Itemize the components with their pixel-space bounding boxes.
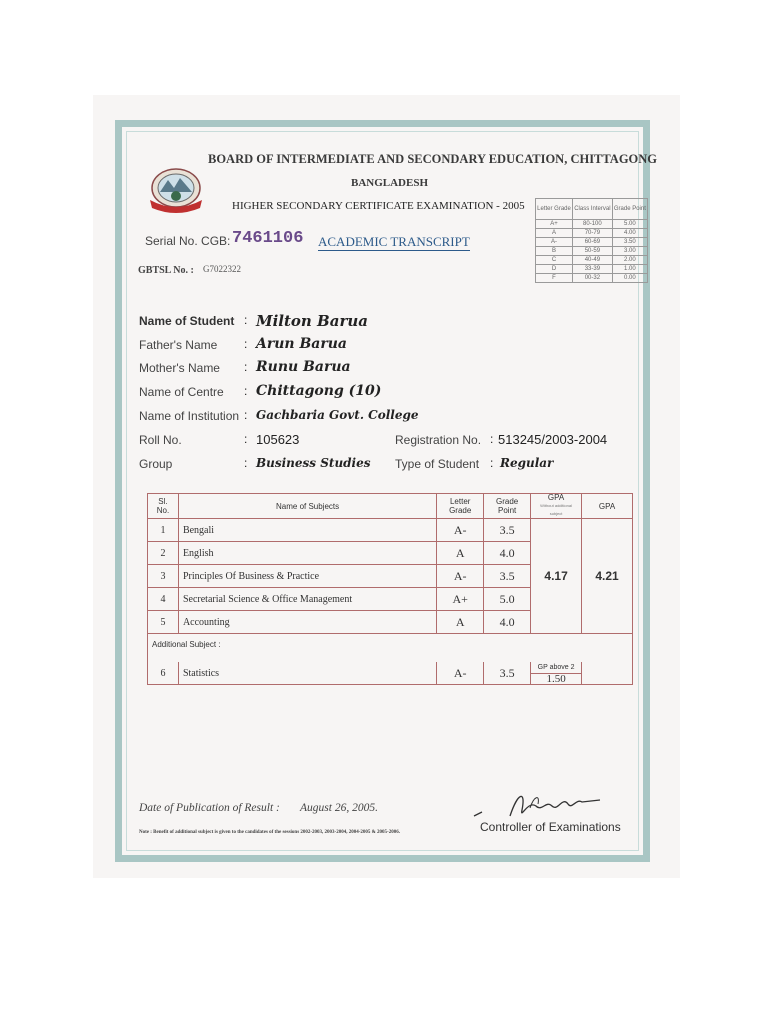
subject-letter-grade: A (437, 542, 484, 565)
subject-name: English (178, 542, 436, 565)
gp-above-label: GP above 2 (531, 663, 581, 674)
results-table (147, 493, 633, 685)
board-title: BOARD OF INTERMEDIATE AND SECONDARY EDUCATION, CHITTAGONG (208, 152, 658, 166)
additional-letter-grade: A- (437, 662, 484, 685)
subject-grade-point: 4.0 (484, 611, 531, 634)
gbtsl-label: GBTSL No. : (138, 265, 194, 276)
subject-grade-point: 4.0 (484, 542, 531, 565)
gbtsl-value: G7022322 (203, 264, 241, 274)
grade-scale-row (536, 274, 648, 283)
centre-label: Name of Centre (139, 385, 224, 399)
grade-scale-cell: 2.00 (612, 256, 647, 265)
grade-scale-row (536, 256, 648, 265)
subject-row (148, 519, 633, 542)
grade-scale-cell: A+ (536, 220, 573, 229)
grade-scale-cell: 3.50 (612, 238, 647, 247)
grade-scale-row (536, 220, 648, 229)
subject-sl: 2 (148, 542, 179, 565)
grade-scale-row (536, 265, 648, 274)
grade-scale-cell: 80-100 (572, 220, 612, 229)
subject-letter-grade: A (437, 611, 484, 634)
header-gpa-total: GPA (582, 494, 633, 519)
grade-scale-cell: 0.00 (612, 274, 647, 283)
roll-number: 105623 (256, 432, 300, 447)
roll-label: Roll No. (139, 433, 182, 447)
student-name-label: Name of Student (139, 314, 235, 328)
institution-name: Gachbaria Govt. College (256, 408, 419, 422)
gpa-without-additional: 4.17 (531, 519, 582, 634)
father-name-label: Father's Name (139, 338, 218, 352)
grade-scale-cell: 70-79 (572, 229, 612, 238)
subject-letter-grade: A- (437, 565, 484, 588)
grade-scale-cell: D (536, 265, 573, 274)
grade-scale-row (536, 247, 648, 256)
grade-scale-cell: 1.00 (612, 265, 647, 274)
grade-scale-cell: 50-59 (572, 247, 612, 256)
mother-name-label: Mother's Name (139, 361, 220, 375)
subject-sl: 3 (148, 565, 179, 588)
group-name: Business Studies (256, 456, 371, 470)
grade-scale-cell: A (536, 229, 573, 238)
grade-scale-cell: C (536, 256, 573, 265)
grade-scale-table (535, 198, 648, 283)
board-logo-icon (146, 166, 206, 216)
subject-name: Bengali (178, 519, 436, 542)
additional-subject: Statistics (178, 662, 436, 685)
grade-scale-cell: 33-39 (572, 265, 612, 274)
subject-name: Principles Of Business & Practice (178, 565, 436, 588)
mother-name: Runu Barua (256, 359, 351, 375)
grade-scale-header: Grade Point (612, 199, 647, 220)
student-name: Milton Barua (256, 312, 368, 330)
subject-grade-point: 3.5 (484, 565, 531, 588)
subject-sl: 5 (148, 611, 179, 634)
student-type: Regular (500, 456, 554, 470)
publication-date: August 26, 2005. (300, 802, 378, 814)
grade-scale-row (536, 229, 648, 238)
header-grade-point: Grade Point (484, 494, 531, 519)
additional-subject-label: Additional Subject : (148, 634, 633, 663)
grade-scale-cell: 60-69 (572, 238, 612, 247)
institution-label: Name of Institution (139, 409, 240, 423)
registration-number: 513245/2003-2004 (498, 432, 608, 447)
grade-scale-cell: 40-49 (572, 256, 612, 265)
header-gpa-note: Without additional subject (540, 503, 572, 516)
subject-grade-point: 3.5 (484, 519, 531, 542)
father-name: Arun Barua (256, 336, 347, 352)
publication-label: Date of Publication of Result : (139, 802, 280, 814)
grade-scale-cell: F (536, 274, 573, 283)
subject-letter-grade: A+ (437, 588, 484, 611)
group-label: Group (139, 457, 173, 471)
subject-letter-grade: A- (437, 519, 484, 542)
grade-scale-cell: B (536, 247, 573, 256)
registration-label: Registration No. (395, 433, 482, 447)
serial-label: Serial No. CGB: (145, 234, 231, 248)
footer-note: Note : Benefit of additional subject is given to the candidates of the sessions 2002-2003, 2003-2004, 2004-2005 & 2005-2006. (139, 830, 400, 835)
header-sl: Sl. No. (148, 494, 179, 519)
subject-sl: 1 (148, 519, 179, 542)
exam-title: HIGHER SECONDARY CERTIFICATE EXAMINATION - 2005 (232, 200, 525, 212)
student-type-label: Type of Student (395, 457, 480, 471)
transcript-title: ACADEMIC TRANSCRIPT (318, 234, 470, 249)
grade-scale-header: Class Interval (572, 199, 612, 220)
header-letter-grade: Letter Grade (437, 494, 484, 519)
grade-scale-cell: 00-32 (572, 274, 612, 283)
controller-title: Controller of Examinations (480, 820, 621, 834)
subject-sl: 4 (148, 588, 179, 611)
grade-scale-header: Letter Grade (536, 199, 573, 220)
subject-name: Secretarial Science & Office Management (178, 588, 436, 611)
header-gpa: GPA (547, 493, 565, 502)
header-subject: Name of Subjects (178, 494, 436, 519)
additional-grade-point: 3.5 (484, 662, 531, 685)
gpa-total: 4.21 (582, 519, 633, 634)
serial-number: 7461106 (232, 229, 304, 248)
grade-scale-cell: A- (536, 238, 573, 247)
grade-scale-cell: 3.00 (612, 247, 647, 256)
subject-grade-point: 5.0 (484, 588, 531, 611)
centre-name: Chittagong (10) (256, 383, 382, 399)
country-title: BANGLADESH (351, 177, 429, 189)
subject-name: Accounting (178, 611, 436, 634)
grade-scale-cell: 5.00 (612, 220, 647, 229)
gp-above-value: 1.50 (546, 672, 566, 685)
grade-scale-cell: 4.00 (612, 229, 647, 238)
additional-sl: 6 (148, 662, 179, 685)
grade-scale-row (536, 238, 648, 247)
